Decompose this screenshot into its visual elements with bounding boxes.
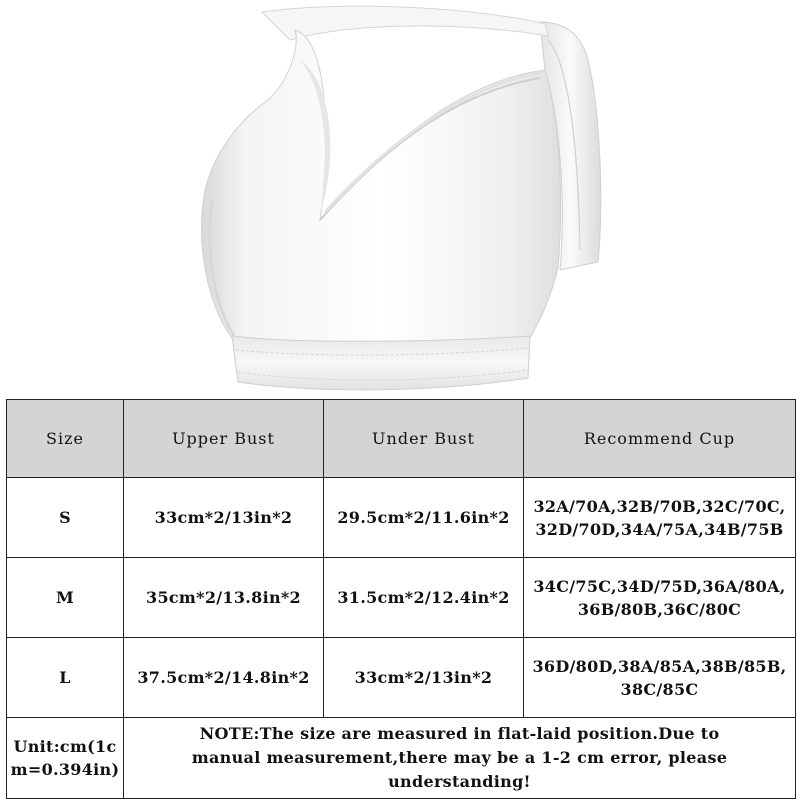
unit-label: [7, 718, 124, 799]
cup-line: 36D/80D,38A/85A,38B/85B,: [532, 656, 787, 676]
cup-line: 32D/70D,34A/75A,34B/75B: [535, 519, 784, 539]
measurement-note: [124, 718, 796, 799]
unit-line: m=0.394in): [10, 760, 120, 779]
table-row-m: [7, 558, 796, 638]
note-line: manual measurement,there may be a 1-2 cm error, please: [191, 748, 728, 767]
header-upper-bust: Upper Bust: [124, 400, 324, 478]
size-label: M: [7, 558, 124, 638]
header-size: Size: [7, 400, 124, 478]
under-bust-value: 29.5cm*2/11.6in*2: [324, 478, 524, 558]
size-label: L: [7, 638, 124, 718]
size-label: S: [7, 478, 124, 558]
header-recommend-cup: Recommend Cup: [524, 400, 796, 478]
cup-line: 38C/85C: [620, 679, 699, 699]
under-bust-value: 33cm*2/13in*2: [324, 638, 524, 718]
header-under-bust: Under Bust: [324, 400, 524, 478]
recommend-cup-value: [524, 478, 796, 558]
under-bust-value: 31.5cm*2/12.4in*2: [324, 558, 524, 638]
table-row-l: [7, 638, 796, 718]
cup-line: 32A/70A,32B/70B,32C/70C,: [533, 496, 786, 516]
product-image: [0, 0, 800, 398]
table-row-s: [7, 478, 796, 558]
cup-line: 36B/80B,36C/80C: [577, 599, 742, 619]
table-row-note: [7, 718, 796, 799]
upper-bust-value: 35cm*2/13.8in*2: [124, 558, 324, 638]
unit-line: Unit:cm(1c: [13, 737, 117, 756]
note-line: NOTE:The size are measured in flat-laid position.Due to: [199, 724, 720, 743]
size-chart-header-row: [7, 400, 796, 478]
recommend-cup-value: [524, 638, 796, 718]
recommend-cup-value: [524, 558, 796, 638]
cup-line: 34C/75C,34D/75D,36A/80A,: [533, 576, 786, 596]
size-chart-table: [6, 399, 796, 799]
upper-bust-value: 33cm*2/13in*2: [124, 478, 324, 558]
sports-bra-illustration: [0, 0, 800, 398]
upper-bust-value: 37.5cm*2/14.8in*2: [124, 638, 324, 718]
note-line: understanding!: [388, 772, 531, 791]
